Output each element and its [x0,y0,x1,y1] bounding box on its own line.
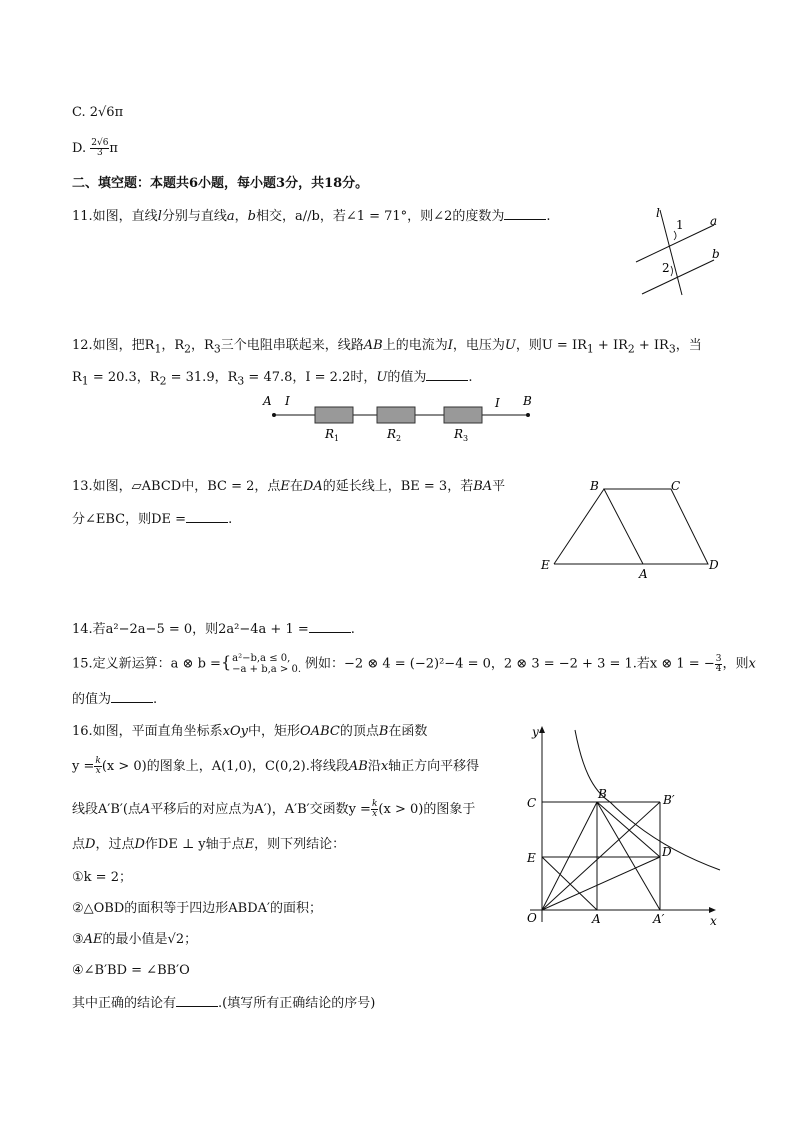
label-d: D [709,558,719,572]
question-12-line-2: $R_1 = 20.3$，$R_2 = 31.9$，$R_3 = 47.8$，I = 2.2时，U的值为 . [72,370,473,388]
segment-od [542,857,660,910]
conclusion-2: ②△OBD的面积等于四边形ABDA′的面积； [72,901,322,916]
label-2: 2 [662,261,670,275]
question-16-final: 其中正确的结论有 .(填写所有正确结论的序号) [72,996,376,1011]
segment-ob-prime [542,802,660,910]
piecewise-cases: a²−b,a ≤ 0, −a + b,a > 0. [232,653,302,675]
angle-2-arc [671,266,673,276]
label-r3: $R_3$ [454,427,469,443]
parallelogram-abcd [604,489,708,564]
answer-blank[interactable] [186,510,228,523]
label-r1: $R_1$ [325,427,340,443]
question-16-line-3: 线段A′B′(点A平移后的对应点为A′)，A′B′交函数y = $\frac{k}{x}$ (x > 0)的图象于 [72,799,476,819]
label-e: E [541,558,550,572]
question-14: 14.若a²−2a−5 = 0，则2a²−4a + 1 = . [72,622,355,637]
q12-circuit-figure [258,392,548,448]
question-13-line-2: 分∠EBC，则DE = . [72,512,233,527]
line-b [642,260,714,294]
label-c: C [671,479,681,493]
question-16-line-4: 点D，过点D作DE ⊥ y轴于点E，则下列结论： [72,837,346,852]
answer-blank[interactable] [426,368,468,381]
segment-be [554,489,604,564]
label-x: x [710,914,717,928]
answer-blank[interactable] [111,690,153,703]
question-12-line-1: 12.如图，把$R_1$，$R_2$，$R_3$三个电阻串联起来，线路AB上的电流为I，电压为U，则$U = IR_1 + IR_2 + IR_3$，当 [72,338,702,356]
fraction: $\frac{3}{4}$ [715,653,722,674]
option-d: D. $\frac{2√6}{3}$ π [72,138,118,158]
label-i-left: I [285,394,290,408]
label-b: B [523,394,532,408]
question-15-line-2: 的值为 . [72,692,158,707]
label-b-prime: B′ [663,793,675,807]
question-16-line-1: 16.如图，平面直角坐标系xOy中，矩形OABC的顶点B在函数 [72,724,428,739]
label-c: C [527,796,537,810]
conclusion-1: ①k = 2； [72,870,132,885]
conclusion-4: ④∠B′BD = ∠BB′O [72,963,190,978]
conclusion-3: ③AE的最小值是√2； [72,932,198,947]
point-b [526,413,530,417]
point-a [272,413,276,417]
answer-blank[interactable] [176,994,218,1007]
answer-blank[interactable] [504,207,546,220]
q16-coordinate-figure [520,722,730,932]
section-title: 二、填空题：本题共6小题，每小题3分，共18分。 [72,176,369,191]
label-b: B [598,787,607,801]
label-e: E [527,851,536,865]
label-a: A [592,912,601,926]
resistor-r1 [315,407,353,423]
label-d: D [662,845,672,859]
y-axis-arrow [539,726,545,733]
label-a: a [710,214,718,228]
question-13-line-1: 13.如图，▱ABCD中，BC = 2，点E在DA的延长线上，BE = 3，若BA平 [72,479,506,494]
option-c: C. 2√6π [72,105,124,120]
question-16-line-2: y = $\frac{k}{x}$ (x > 0)的图象上，A(1,0)，C(0,2).将线段AB沿x轴正方向平移得 [72,756,480,776]
fraction: $\frac{k}{x}$ [371,799,378,819]
q11-figure [630,200,730,300]
label-a-prime: A′ [653,912,665,926]
label-i-right: I [495,396,500,410]
label-a: A [263,394,272,408]
fraction: $\frac{2√6}{3}$ [91,138,109,158]
label-b: B [590,479,599,493]
angle-1-arc [674,231,676,240]
resistor-r3 [444,407,482,423]
question-11: 11.如图，直线l分别与直线a，b相交，a//b，若∠1 = 71°，则∠2的度数为 . [72,209,551,224]
x-axis-arrow [709,907,716,913]
label-r2: $R_2$ [387,427,402,443]
label-1: 1 [676,218,684,232]
label-y: y [532,725,539,739]
label-l: l [656,206,660,220]
fraction: $\frac{k}{x}$ [95,756,101,776]
question-15-line-1: 15.定义新运算：a ⊗ b ={ a²−b,a ≤ 0, −a + b,a > 0. 例如：−2 ⊗ 4 = (−2)²−4 = 0，2 ⊗ 3 = −2 + 3 = 1.若x ⊗ 1 = − $\frac{3}{4}$ ，则x [72,652,756,675]
answer-blank[interactable] [309,620,351,633]
label-b: b [712,247,720,261]
q13-parallelogram-figure [538,474,728,584]
label-o: O [527,911,537,925]
resistor-r2 [377,407,415,423]
line-a [636,225,714,262]
segment-ob [542,802,597,910]
label-a: A [639,567,648,581]
